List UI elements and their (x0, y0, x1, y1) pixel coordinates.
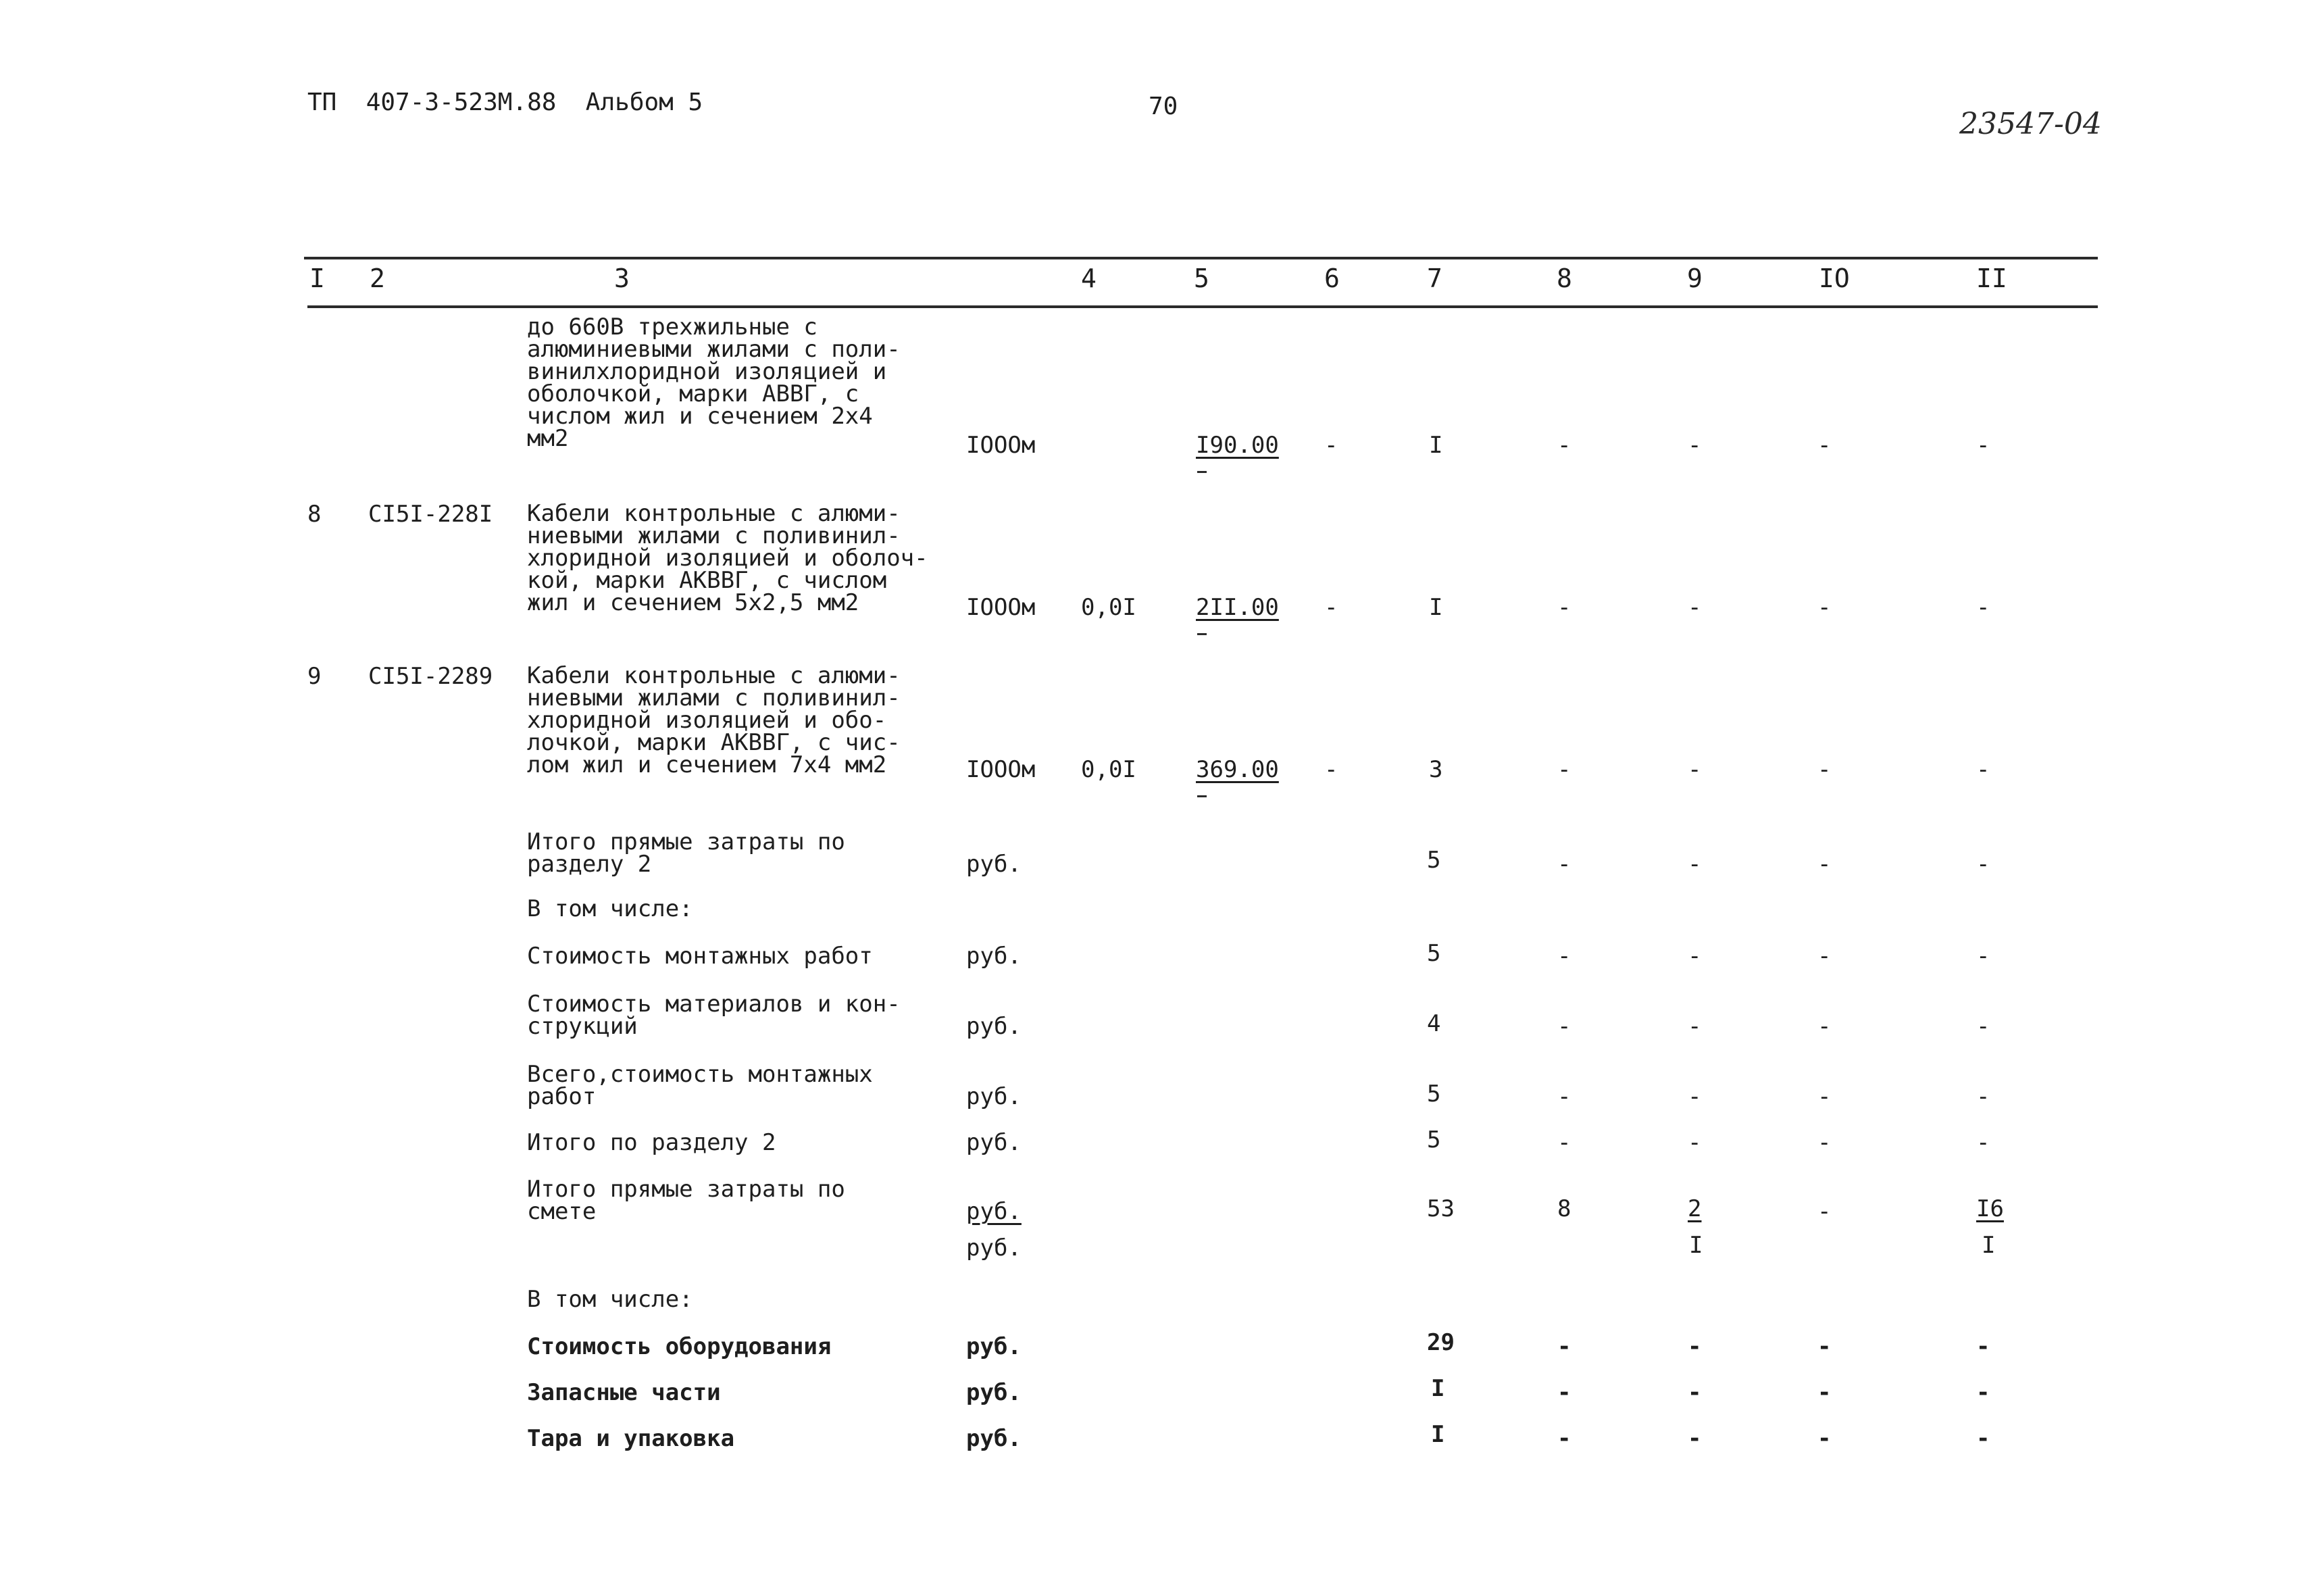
summary-label: Итого по разделу 2 (527, 1129, 776, 1156)
row-col11: - (1976, 432, 1990, 459)
summary-col8: - (1557, 1425, 1571, 1452)
summary-col7: 5 (1427, 940, 1441, 967)
summary-col9: - (1688, 851, 1702, 878)
summary-unit: руб. (966, 1013, 1022, 1040)
row-unit: IOOOм (966, 594, 1036, 621)
row-col10: - (1817, 756, 1832, 783)
row-col8: - (1557, 432, 1571, 459)
row-unit: IOOOм (966, 432, 1036, 459)
summary-col11: - (1976, 851, 1990, 878)
row-col6: - (1324, 432, 1338, 459)
summary-col7: 5 (1427, 1080, 1441, 1107)
row-col6: - (1324, 594, 1338, 621)
table-top-rule (304, 257, 2098, 259)
row-col8: - (1557, 756, 1571, 783)
row-description: Кабели контрольные с алюми- ниевыми жилами с поливинил- хлоридной изоляцией и обо- лочкой, марки АКВВГ, с чис- лом жил и сечением 7х4 мм2 (527, 662, 901, 778)
row-col7: I (1429, 594, 1443, 621)
summary-label: Стоимость оборудования (527, 1333, 832, 1360)
row-description: до 660В трехжильные с алюминиевыми жилами с поли- винилхлоридной изоляцией и оболочкой, марки АВВГ, с числом жил и сечением 2х4 мм2 (527, 314, 901, 452)
section-subheading: В том числе: (527, 895, 693, 922)
summary-col8: - (1557, 1333, 1571, 1360)
row-col11: - (1976, 594, 1990, 621)
summary-unit: руб. (966, 943, 1022, 970)
summary-col8: - (1557, 1013, 1571, 1040)
column-header: I (309, 264, 325, 293)
summary-col8: - (1557, 1129, 1571, 1156)
summary-col8: 8 (1557, 1195, 1571, 1222)
row-description: Кабели контрольные с алюми- ниевыми жилами с поливинил- хлоридной изоляцией и оболоч- кой, марки АКВВГ, с числом жил и сечением 5х2,5 мм2 (527, 500, 928, 616)
summary-col8: - (1557, 943, 1571, 970)
column-header: 3 (614, 264, 630, 293)
summary-col9: 2 (1688, 1195, 1702, 1222)
column-header: II (1976, 264, 2007, 293)
summary-unit: руб. (966, 851, 1022, 878)
summary-label: Стоимость материалов и кон- струкций (527, 991, 901, 1040)
row-price: I90.00 (1196, 432, 1279, 459)
page-number: 70 (1149, 93, 1178, 120)
column-header: IO (1819, 264, 1850, 293)
summary-col11: - (1976, 1333, 1990, 1360)
row-col8: - (1557, 594, 1571, 621)
row-col9: - (1688, 756, 1702, 783)
summary-col10: - (1817, 1379, 1832, 1406)
summary-col11: I6 (1976, 1195, 2004, 1222)
summary-col9: - (1688, 1083, 1702, 1110)
summary-col11: - (1976, 1425, 1990, 1452)
underline-tick (1197, 795, 1207, 797)
row-code: CI5I-2289 (368, 663, 493, 690)
summary-label: Стоимость монтажных работ (527, 943, 873, 970)
summary-unit-secondary: руб. (966, 1235, 1022, 1262)
summary-col7: 5 (1427, 847, 1441, 874)
row-price: 2II.00 (1196, 594, 1279, 621)
row-col9: - (1688, 432, 1702, 459)
summary-label: Всего,стоимость монтажных работ (527, 1061, 873, 1110)
row-col7: I (1429, 432, 1443, 459)
summary-col9: - (1688, 1013, 1702, 1040)
summary-col9: - (1688, 1333, 1702, 1360)
summary-col11: - (1976, 943, 1990, 970)
summary-col10: - (1817, 1425, 1832, 1452)
row-col11: - (1976, 756, 1990, 783)
row-col4: 0,0I (1081, 756, 1136, 783)
summary-col10: - (1817, 1198, 1832, 1225)
summary-unit: руб. (966, 1379, 1022, 1406)
row-price: 369.00 (1196, 756, 1279, 783)
summary-unit: руб. (966, 1129, 1022, 1156)
column-header: 8 (1557, 264, 1572, 293)
column-header: 4 (1081, 264, 1097, 293)
summary-unit: руб. (966, 1425, 1022, 1452)
column-header: 5 (1194, 264, 1209, 293)
summary-col8: - (1557, 1083, 1571, 1110)
summary-col8: - (1557, 1379, 1571, 1406)
summary-label: Итого прямые затраты по смете (527, 1176, 845, 1225)
summary-col11-secondary: I (1982, 1232, 1996, 1259)
summary-col7: I (1431, 1421, 1445, 1448)
column-header: 2 (370, 264, 385, 293)
underline-tick (1197, 471, 1207, 473)
summary-col7: 29 (1427, 1329, 1455, 1356)
summary-col9: - (1688, 1129, 1702, 1156)
summary-col10: - (1817, 851, 1832, 878)
summary-label: Тара и упаковка (527, 1425, 735, 1452)
summary-col7: 5 (1427, 1126, 1441, 1153)
section-subheading: В том числе: (527, 1286, 693, 1313)
row-col7: 3 (1429, 756, 1443, 783)
summary-col7: I (1431, 1375, 1445, 1402)
row-col6: - (1324, 756, 1338, 783)
summary-col11: - (1976, 1013, 1990, 1040)
handwritten-stamp-number: 23547-04 (1959, 107, 2102, 141)
row-col4: 0,0I (1081, 594, 1136, 621)
summary-col10: - (1817, 943, 1832, 970)
document-code: ТП 407-3-523М.88 Альбом 5 (307, 89, 703, 116)
summary-col11: - (1976, 1083, 1990, 1110)
summary-col9-secondary: I (1689, 1232, 1703, 1259)
column-header: 6 (1324, 264, 1340, 293)
summary-label: Запасные части (527, 1379, 721, 1406)
table-header-bottom-rule (307, 305, 2098, 308)
summary-col7: 53 (1427, 1195, 1455, 1222)
summary-col9: - (1688, 943, 1702, 970)
summary-col8: - (1557, 851, 1571, 878)
summary-col10: - (1817, 1013, 1832, 1040)
row-code: CI5I-228I (368, 501, 493, 528)
summary-col10: - (1817, 1129, 1832, 1156)
summary-col11: - (1976, 1379, 1990, 1406)
summary-col10: - (1817, 1333, 1832, 1360)
column-header: 9 (1687, 264, 1703, 293)
row-number: 8 (307, 501, 322, 528)
row-unit: IOOOм (966, 756, 1036, 783)
row-col10: - (1817, 594, 1832, 621)
column-header: 7 (1427, 264, 1442, 293)
summary-col9: - (1688, 1425, 1702, 1452)
row-col9: - (1688, 594, 1702, 621)
summary-col10: - (1817, 1083, 1832, 1110)
row-number: 9 (307, 663, 322, 690)
summary-col9: - (1688, 1379, 1702, 1406)
summary-unit: руб. (966, 1333, 1022, 1360)
summary-col7: 4 (1427, 1010, 1441, 1037)
underline-tick (1197, 633, 1207, 635)
row-col10: - (1817, 432, 1832, 459)
summary-label: Итого прямые затраты по разделу 2 (527, 828, 845, 878)
summary-unit: руб. (966, 1198, 1022, 1225)
summary-col11: - (1976, 1129, 1990, 1156)
summary-unit: руб. (966, 1083, 1022, 1110)
